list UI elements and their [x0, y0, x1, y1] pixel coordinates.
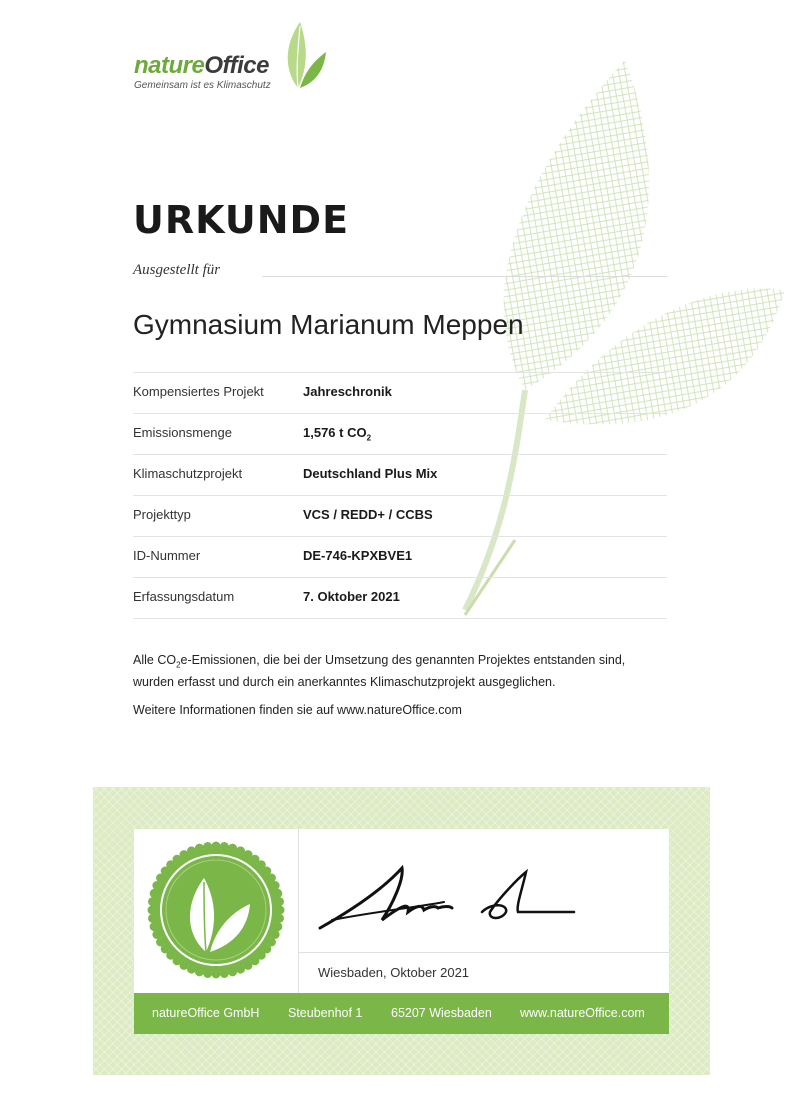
detail-label: ID-Nummer: [133, 548, 201, 563]
natureoffice-logo: [134, 18, 334, 98]
seal-icon: [146, 840, 286, 980]
detail-row-id: [133, 536, 667, 577]
leaf-icon: [276, 18, 326, 90]
footer-city: 65207 Wiesbaden: [391, 1006, 492, 1020]
signature-divider: [299, 952, 669, 953]
detail-value: VCS / REDD+ / CCBS: [303, 507, 433, 522]
certificate-title: URKUNDE: [133, 198, 350, 242]
detail-value: 7. Oktober 2021: [303, 589, 400, 604]
emissions-note: Alle $CO_2e$-Emissionen, die bei der Umsetzung des genannten Projektes entstanden sind, wurden erfasst und durch ein anerkanntes Klimaschutzprojekt ausgeglichen.: [133, 653, 626, 689]
details-table: [133, 372, 667, 619]
footer-company: natureOffice GmbH: [152, 1006, 260, 1020]
detail-row-date: [133, 577, 667, 619]
detail-value: DE-746-KPXBVE1: [303, 548, 413, 563]
more-info-note: Weitere Informationen finden sie auf www.natureOffice.com: [133, 703, 462, 717]
detail-row-project: [133, 372, 667, 413]
card-divider: [298, 829, 299, 993]
logo-tagline: Gemeinsam ist es Klimaschutz: [134, 80, 271, 91]
issued-for-label: Ausgestellt für: [133, 262, 221, 278]
signature-graphic: [312, 850, 592, 940]
detail-label: Projekttyp: [133, 507, 191, 522]
logo-wordmark: natureOffice: [134, 52, 269, 79]
detail-value: Deutschland Plus Mix: [303, 466, 438, 481]
detail-value: 1,576 t $CO_2$: [303, 425, 372, 443]
footer-website-link[interactable]: www.natureOffice.com: [520, 1006, 645, 1020]
detail-row-project-type: [133, 495, 667, 536]
recipient-name: Gymnasium Marianum Meppen: [133, 309, 524, 340]
detail-label: Emissionsmenge: [133, 425, 232, 440]
detail-row-emissions: [133, 413, 667, 454]
place-date: Wiesbaden, Oktober 2021: [318, 965, 470, 980]
detail-value: Jahreschronik: [303, 384, 392, 399]
detail-row-climate-project: [133, 454, 667, 495]
footer-street: Steubenhof 1: [288, 1006, 363, 1020]
detail-label: Klimaschutzprojekt: [133, 466, 243, 481]
issued-divider: [262, 276, 667, 277]
detail-label: Erfassungsdatum: [133, 589, 235, 604]
detail-label: Kompensiertes Projekt: [133, 384, 264, 399]
footer-contact-bar: [134, 993, 669, 1034]
